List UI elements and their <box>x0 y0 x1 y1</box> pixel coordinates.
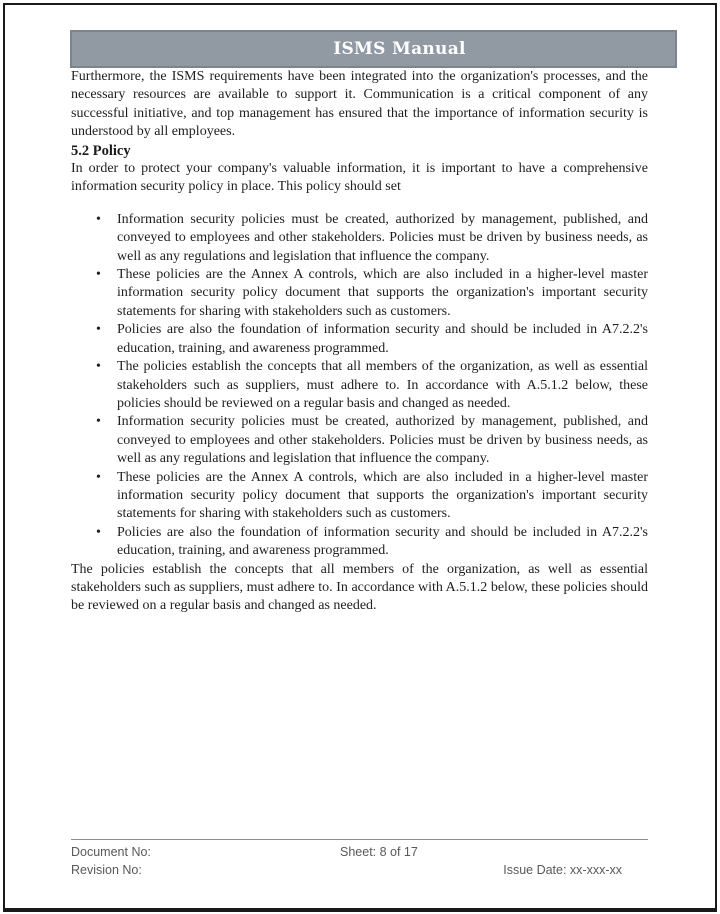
bullet-item: • Policies are also the foundation of information security and should be included in A7.2.2's education, training, and awareness programmed. <box>71 321 648 358</box>
closing-paragraph: The policies establish the concepts that all members of the organization, as well as essential stakeholders such as suppliers, must adhere to. In accordance with A.5.1.2 below, these policies should be reviewed on a regular basis and changed as needed. <box>71 561 648 614</box>
document-no-label: Document No: <box>71 845 151 859</box>
document-title: ISMS Manual <box>333 39 466 59</box>
bullet-item: • Policies are also the foundation of information security and should be included in A7.2.2's education, training, and awareness programmed. <box>71 524 648 561</box>
bullet-item: • Information security policies must be created, authorized by management, published, and conveyed to employees and other stakeholders. Policies must be driven by business needs, as well as any regulations and legislation that influence the company. <box>71 413 648 468</box>
footer-spacer <box>271 861 448 879</box>
sheet-number: Sheet: 8 of 17 <box>340 845 418 859</box>
section-heading: 5.2 Policy <box>71 142 131 159</box>
footer-row-2 <box>71 861 648 879</box>
footer-row-1 <box>71 843 648 861</box>
issue-date: Issue Date: xx-xxx-xx <box>503 863 622 877</box>
bullet-item: • Information security policies must be created, authorized by management, published, and conveyed to employees and other stakeholders. Policies must be driven by business needs, as well as any regulations and legislation that influence the company. <box>71 211 648 266</box>
policy-bullet-list <box>71 211 648 561</box>
policy-intro-paragraph: In order to protect your company's valuable information, it is important to have a comprehensive information security policy in place. This policy should set <box>71 161 648 195</box>
revision-no-label: Revision No: <box>71 863 142 877</box>
page-footer <box>71 839 648 879</box>
bullet-item: • These policies are the Annex A controls, which are also included in a higher-level master information security policy document that supports the organization's important security statements for sharing with stakeholders such as customers. <box>71 266 648 321</box>
footer-divider <box>71 839 648 840</box>
bullet-item: • The policies establish the concepts that all members of the organization, as well as essential stakeholders such as suppliers, must adhere to. In accordance with A.5.1.2 below, these policies should be reviewed on a regular basis and changed as needed. <box>71 358 648 413</box>
title-banner <box>70 30 677 68</box>
document-body <box>71 68 648 616</box>
footer-spacer <box>448 843 648 861</box>
bullet-item: • These policies are the Annex A controls, which are also included in a higher-level master information security policy document that supports the organization's important security statements for sharing with stakeholders such as customers. <box>71 469 648 524</box>
intro-paragraph: Furthermore, the ISMS requirements have been integrated into the organization's processes, and the necessary resources are available to support it. Communication is a critical component of any successful initiative, and top management has ensured that the importance of information security is understood by all employees. <box>71 69 648 140</box>
